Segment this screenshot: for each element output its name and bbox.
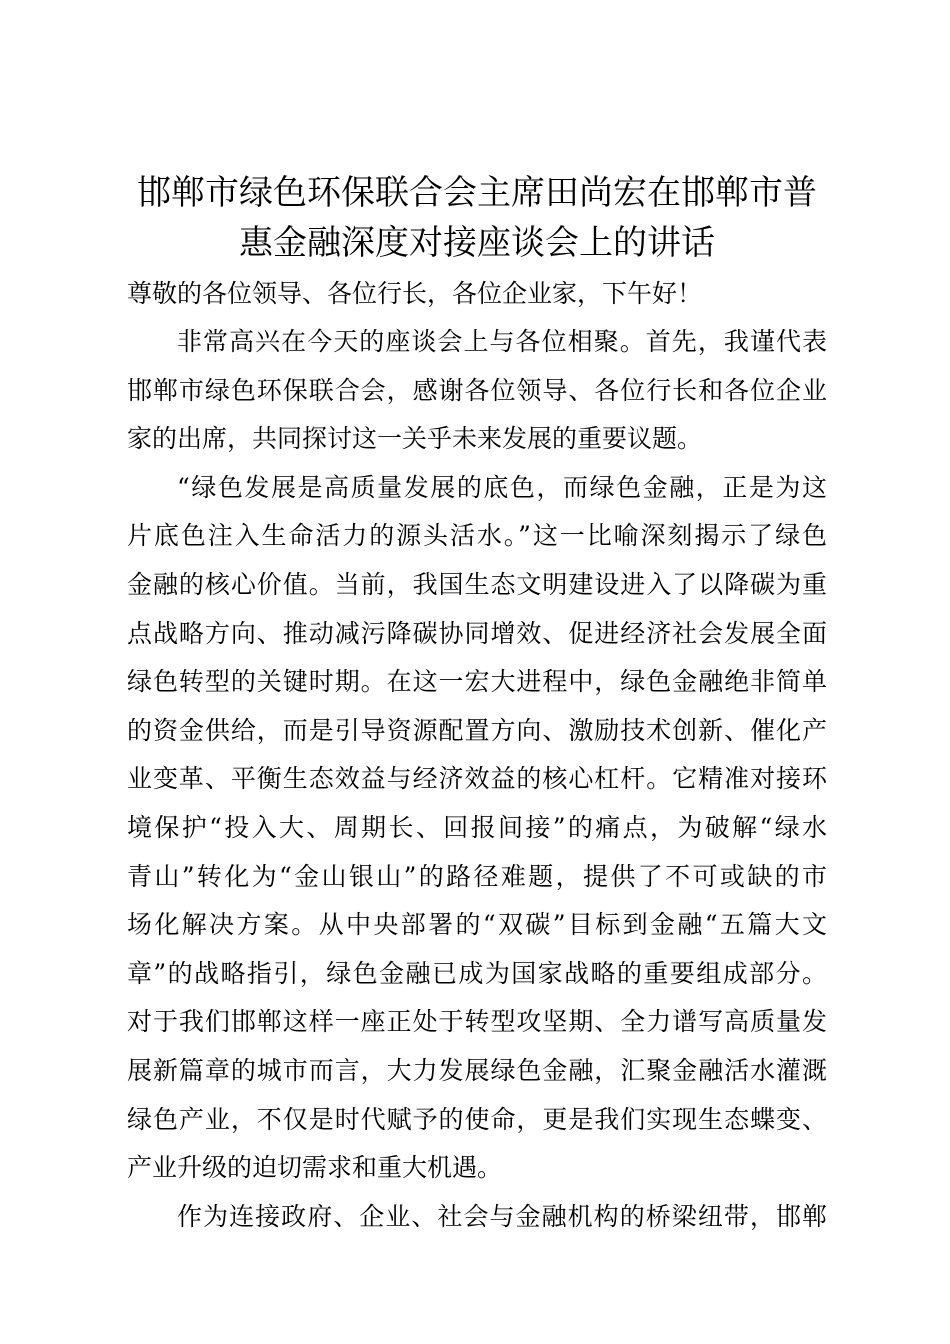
text-line: 绿色产业，不仅是时代赋予的使命，更是我们实现生态蝶变、 bbox=[127, 1104, 827, 1134]
text-line: 展新篇章的城市而言，大力发展绿色金融，汇聚金融活水灌溉 bbox=[127, 1055, 827, 1085]
text-line: 绿色转型的关键时期。在这一宏大进程中，绿色金融绝非简单 bbox=[127, 667, 827, 697]
paragraph-2 bbox=[127, 464, 827, 1193]
text-line: 场化解决方案。从中央部署的“双碳”目标到金融“五篇大文 bbox=[127, 910, 827, 940]
text-line: “绿色发展是高质量发展的底色，而绿色金融，正是为这 bbox=[177, 472, 827, 502]
text-line: 对于我们邯郸这样一座正处于转型攻坚期、全力谱写高质量发 bbox=[127, 1007, 827, 1037]
text-line: 金融的核心价值。当前，我国生态文明建设进入了以降碳为重 bbox=[127, 569, 827, 599]
text-line: 家的出席，共同探讨这一关乎未来发展的重要议题。 bbox=[127, 424, 703, 454]
document-title bbox=[127, 168, 827, 268]
paragraph-1 bbox=[127, 318, 827, 464]
text-line: 非常高兴在今天的座谈会上与各位相聚。首先，我谨代表 bbox=[177, 327, 827, 356]
text-line: 作为连接政府、企业、社会与金融机构的桥梁纽带，邯郸 bbox=[177, 1201, 827, 1231]
text-line: 邯郸市绿色环保联合会，感谢各位领导、各位行长和各位企业 bbox=[127, 375, 827, 405]
text-line: 青山”转化为“金山银山”的路径难题，提供了不可或缺的市 bbox=[127, 861, 827, 891]
greeting: 尊敬的各位领导、各位行长，各位企业家，下午好！ bbox=[127, 279, 703, 308]
text-line: 点战略方向、推动减污降碳协同增效、促进经济社会发展全面 bbox=[127, 618, 827, 648]
text-line: 的资金供给，而是引导资源配置方向、激励技术创新、催化产 bbox=[127, 715, 827, 745]
text-line: 业变革、平衡生态效益与经济效益的核心杠杆。它精准对接环 bbox=[127, 764, 827, 794]
title-line: 邯郸市绿色环保联合会主席田尚宏在邯郸市普 bbox=[137, 173, 817, 213]
paragraph-3 bbox=[127, 1193, 827, 1242]
text-line: 片底色注入生命活力的源头活水。”这一比喻深刻揭示了绿色 bbox=[127, 521, 827, 551]
document-page bbox=[127, 168, 827, 1241]
text-line: 章”的战略指引，绿色金融已成为国家战略的重要组成部分。 bbox=[127, 958, 827, 988]
title-line: 惠金融深度对接座谈会上的讲话 bbox=[239, 223, 715, 263]
text-line: 境保护“投入大、周期长、回报间接”的痛点，为破解“绿水 bbox=[127, 812, 827, 842]
text-line: 产业升级的迫切需求和重大机遇。 bbox=[127, 1153, 503, 1183]
